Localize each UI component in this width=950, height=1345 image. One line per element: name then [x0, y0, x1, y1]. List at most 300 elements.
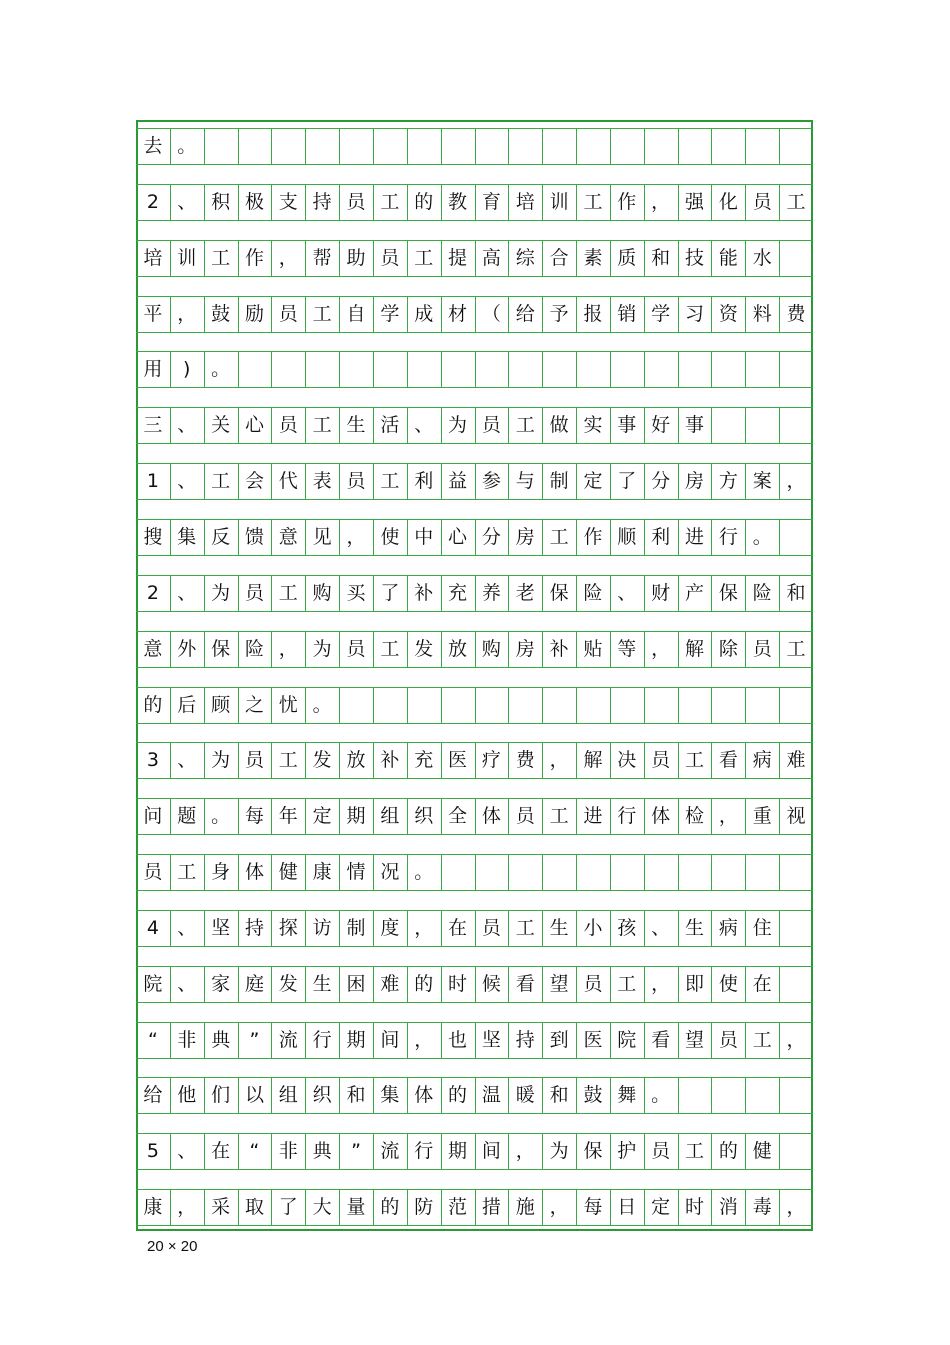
grid-character: 间	[380, 1028, 400, 1051]
text-line	[136, 519, 813, 555]
manuscript-grid-sheet	[136, 120, 813, 1231]
grid-character: 的	[143, 693, 163, 716]
grid-character: 工	[278, 581, 298, 604]
grid-character: 的	[718, 1140, 738, 1163]
grid-character: 、	[177, 916, 197, 939]
grid-character: 在	[752, 972, 772, 995]
grid-character: 视	[786, 805, 806, 828]
text-line	[136, 1077, 813, 1113]
grid-character: ，	[651, 637, 671, 660]
grid-character: 了	[278, 1196, 298, 1219]
grid-character: 费	[786, 302, 806, 325]
grid-character: 期	[346, 805, 366, 828]
grid-character: 事	[685, 414, 705, 437]
grid-character: 取	[244, 1196, 264, 1219]
grid-character: 非	[177, 1028, 197, 1051]
grid-character: 工	[752, 1028, 772, 1051]
grid-character: 使	[718, 972, 738, 995]
grid-character: 的	[380, 1196, 400, 1219]
grid-character: 健	[278, 861, 298, 884]
grid-character: 训	[549, 190, 569, 213]
grid-character: 素	[583, 246, 603, 269]
grid-character: 。	[177, 135, 197, 157]
grid-character: 3	[146, 749, 159, 772]
grid-character: 心	[244, 414, 264, 437]
grid-character: ，	[515, 1140, 535, 1163]
grid-character: 作	[583, 525, 603, 548]
grid-character: 员	[752, 637, 772, 660]
grid-character: 也	[448, 1028, 468, 1051]
grid-character: 会	[244, 470, 264, 493]
grid-character: ，	[651, 190, 671, 213]
grid-character: 保	[211, 637, 231, 660]
grid-character: 时	[448, 972, 468, 995]
grid-character: 流	[380, 1140, 400, 1163]
grid-character: 分	[481, 525, 501, 548]
grid-character: 工	[515, 916, 535, 939]
grid-character: 工	[583, 190, 603, 213]
text-line	[136, 240, 813, 276]
grid-character: 时	[685, 1196, 705, 1219]
grid-character: 育	[481, 190, 501, 213]
grid-character: 顾	[211, 693, 231, 716]
grid-character: 5	[146, 1140, 159, 1163]
grid-character: 舞	[617, 1084, 637, 1107]
grid-character: 采	[211, 1196, 231, 1219]
grid-character: ，	[718, 805, 738, 828]
grid-character: 能	[718, 246, 738, 269]
text-line	[136, 966, 813, 1002]
grid-character: 平	[143, 302, 163, 325]
grid-character: 。	[312, 693, 332, 716]
grid-character: 、	[177, 470, 197, 493]
grid-character: ，	[549, 749, 569, 772]
grid-character: 材	[448, 302, 468, 325]
grid-character: 问	[143, 805, 163, 828]
grid-character: 料	[752, 302, 772, 325]
grid-character: 员	[143, 861, 163, 884]
grid-character: 了	[380, 581, 400, 604]
grid-character: 险	[583, 581, 603, 604]
grid-character: 工	[515, 414, 535, 437]
grid-character: 疗	[481, 749, 501, 772]
grid-character: 使	[380, 525, 400, 548]
grid-character: 员	[346, 637, 366, 660]
grid-character: 检	[685, 805, 705, 828]
grid-character: 发	[312, 749, 332, 772]
grid-rule	[136, 499, 813, 500]
grid-character: 毒	[752, 1196, 772, 1219]
grid-character: 工	[380, 190, 400, 213]
grid-character: 员	[278, 414, 298, 437]
grid-character: 体	[651, 805, 671, 828]
grid-rule	[136, 778, 813, 779]
grid-character: 工	[380, 470, 400, 493]
grid-character: 。	[414, 861, 434, 884]
grid-character: 和	[786, 581, 806, 604]
grid-character: 行	[312, 1028, 332, 1051]
grid-rule	[136, 443, 813, 444]
grid-character: 。	[211, 358, 231, 381]
grid-character: ，	[346, 525, 366, 548]
grid-rule	[136, 834, 813, 835]
grid-character: 为	[312, 637, 332, 660]
grid-character: 体	[244, 861, 264, 884]
grid-character: 表	[312, 470, 332, 493]
grid-rule	[136, 555, 813, 556]
grid-character: 技	[685, 246, 705, 269]
grid-character: 后	[177, 693, 197, 716]
grid-character: 高	[481, 246, 501, 269]
grid-character: 水	[752, 246, 772, 269]
grid-character: 自	[346, 302, 366, 325]
grid-character: 化	[718, 190, 738, 213]
grid-character: 资	[718, 302, 738, 325]
grid-character: 工	[617, 972, 637, 995]
grid-character: 行	[414, 1140, 434, 1163]
grid-character: 身	[211, 861, 231, 884]
grid-character: 工	[549, 805, 569, 828]
grid-character: 与	[515, 470, 535, 493]
grid-character: 为	[211, 581, 231, 604]
grid-character: 解	[685, 637, 705, 660]
grid-character: 工	[414, 246, 434, 269]
grid-character: 日	[617, 1196, 637, 1219]
grid-character: 望	[549, 972, 569, 995]
grid-character: 的	[414, 190, 434, 213]
grid-rule	[136, 332, 813, 333]
grid-character: 工	[211, 246, 231, 269]
text-line	[136, 854, 813, 890]
grid-character: 持	[515, 1028, 535, 1051]
grid-rule	[136, 276, 813, 277]
grid-character: 用	[143, 358, 163, 381]
grid-character: ，	[278, 637, 298, 660]
grid-character: 制	[549, 470, 569, 493]
grid-character: 庭	[244, 972, 264, 995]
grid-character: 、	[177, 972, 197, 995]
grid-character: 在	[211, 1140, 231, 1163]
grid-size-label: 20 × 20	[147, 1238, 198, 1255]
grid-character: 工	[786, 637, 806, 660]
grid-character: 房	[685, 470, 705, 493]
grid-character: 看	[515, 972, 535, 995]
grid-character: 全	[448, 805, 468, 828]
grid-character: 体	[414, 1084, 434, 1107]
grid-character: ，	[651, 972, 671, 995]
grid-character: 、	[414, 414, 434, 437]
grid-character: 放	[448, 637, 468, 660]
grid-character: 补	[380, 749, 400, 772]
grid-character: 即	[685, 972, 705, 995]
grid-rule	[136, 1002, 813, 1003]
grid-character: 了	[617, 470, 637, 493]
grid-character: ，	[786, 1196, 806, 1219]
grid-character: 分	[651, 470, 671, 493]
grid-character: 意	[143, 637, 163, 660]
grid-character: 作	[617, 190, 637, 213]
grid-character: 工	[549, 525, 569, 548]
grid-character: 房	[515, 637, 535, 660]
grid-character: 消	[718, 1196, 738, 1219]
grid-character: 体	[481, 805, 501, 828]
grid-character: 实	[583, 414, 603, 437]
grid-character: 行	[617, 805, 637, 828]
grid-character: 大	[312, 1196, 332, 1219]
grid-rule	[136, 1225, 813, 1226]
grid-character: 进	[685, 525, 705, 548]
grid-rule	[136, 1169, 813, 1170]
grid-character: 员	[718, 1028, 738, 1051]
grid-character: 做	[549, 414, 569, 437]
grid-character: 充	[414, 749, 434, 772]
grid-character: 组	[278, 1084, 298, 1107]
grid-character: 员	[346, 470, 366, 493]
grid-character: 培	[515, 190, 535, 213]
grid-character: 集	[380, 1084, 400, 1107]
grid-rule	[136, 164, 813, 165]
grid-character: 和	[549, 1084, 569, 1107]
grid-character: 房	[515, 525, 535, 548]
grid-character: 作	[244, 246, 264, 269]
grid-character: 病	[752, 749, 772, 772]
text-line	[136, 910, 813, 946]
grid-character: 看	[651, 1028, 671, 1051]
grid-character: 温	[481, 1084, 501, 1107]
grid-character: 健	[752, 1140, 772, 1163]
grid-character: 院	[617, 1028, 637, 1051]
grid-character: 在	[448, 916, 468, 939]
grid-character: ，	[177, 1196, 197, 1219]
grid-character: 间	[481, 1140, 501, 1163]
grid-character: 他	[177, 1084, 197, 1107]
text-line	[136, 1189, 813, 1225]
grid-character: 难	[380, 972, 400, 995]
grid-character: 工	[312, 302, 332, 325]
grid-character: “	[148, 1028, 158, 1051]
text-line	[136, 1133, 813, 1169]
grid-character: 保	[583, 1140, 603, 1163]
grid-character: 老	[515, 581, 535, 604]
grid-character: 持	[312, 190, 332, 213]
grid-character: 况	[380, 861, 400, 884]
grid-character: ”	[249, 1028, 260, 1051]
grid-character: 员	[346, 190, 366, 213]
grid-character: 解	[583, 749, 603, 772]
grid-character: 习	[685, 302, 705, 325]
grid-character: 生	[549, 916, 569, 939]
grid-character: 持	[244, 916, 264, 939]
grid-character: 。	[211, 805, 231, 828]
grid-character: 进	[583, 805, 603, 828]
grid-character: 保	[718, 581, 738, 604]
grid-character: 合	[549, 246, 569, 269]
grid-rule	[136, 387, 813, 388]
grid-character: 生	[312, 972, 332, 995]
grid-character: ，	[786, 470, 806, 493]
grid-character: 费	[515, 749, 535, 772]
grid-character: 事	[617, 414, 637, 437]
grid-character: 、	[177, 581, 197, 604]
grid-character: 4	[146, 916, 159, 939]
grid-character: 生	[346, 414, 366, 437]
grid-character: 、	[177, 414, 197, 437]
grid-character: 。	[752, 525, 772, 548]
grid-character: 和	[651, 246, 671, 269]
grid-character: 学	[380, 302, 400, 325]
grid-character: 学	[651, 302, 671, 325]
grid-character: 去	[143, 135, 163, 157]
grid-character: 员	[244, 581, 264, 604]
grid-character: 利	[651, 525, 671, 548]
text-line	[136, 575, 813, 611]
grid-character: 放	[346, 749, 366, 772]
grid-character: 孩	[617, 916, 637, 939]
grid-character: 员	[481, 414, 501, 437]
grid-character: 工	[211, 470, 231, 493]
grid-character: ，	[278, 246, 298, 269]
grid-character: 等	[617, 637, 637, 660]
grid-character: 探	[278, 916, 298, 939]
grid-character: 发	[278, 972, 298, 995]
grid-character: 范	[448, 1196, 468, 1219]
text-line	[136, 184, 813, 220]
grid-character: 决	[617, 749, 637, 772]
grid-character: “	[249, 1140, 260, 1163]
grid-character: 为	[448, 414, 468, 437]
grid-character: 补	[549, 637, 569, 660]
grid-character: 意	[278, 525, 298, 548]
grid-character: 员	[651, 1140, 671, 1163]
grid-character: 之	[244, 693, 264, 716]
grid-character: 活	[380, 414, 400, 437]
grid-character: 中	[414, 525, 434, 548]
grid-character: 生	[685, 916, 705, 939]
grid-character: 销	[617, 302, 637, 325]
grid-character: 保	[549, 581, 569, 604]
grid-character: 困	[346, 972, 366, 995]
grid-character: 员	[481, 916, 501, 939]
grid-character: 方	[718, 470, 738, 493]
grid-character: 的	[414, 972, 434, 995]
grid-character: 候	[481, 972, 501, 995]
grid-character: 成	[414, 302, 434, 325]
grid-rule	[136, 611, 813, 612]
grid-character: 2	[146, 190, 159, 213]
grid-character: ，	[414, 916, 434, 939]
grid-character: 、	[177, 1140, 197, 1163]
grid-character: ，	[177, 302, 197, 325]
grid-character: 以	[244, 1084, 264, 1107]
grid-character: 发	[414, 637, 434, 660]
grid-character: 典	[211, 1028, 231, 1051]
grid-character: 院	[143, 972, 163, 995]
grid-character: 年	[278, 805, 298, 828]
grid-character: 员	[651, 749, 671, 772]
grid-character: 行	[718, 525, 738, 548]
text-line	[136, 128, 813, 164]
grid-character: 施	[515, 1196, 535, 1219]
grid-character: 工	[685, 1140, 705, 1163]
grid-character: 病	[718, 916, 738, 939]
grid-character: 工	[685, 749, 705, 772]
grid-character: 访	[312, 916, 332, 939]
grid-character: 非	[278, 1140, 298, 1163]
grid-character: 除	[718, 637, 738, 660]
grid-character: 培	[143, 246, 163, 269]
grid-character: 险	[244, 637, 264, 660]
grid-character: 购	[481, 637, 501, 660]
grid-character: 定	[312, 805, 332, 828]
grid-character: 坚	[481, 1028, 501, 1051]
grid-character: 、	[617, 581, 637, 604]
grid-character: 每	[244, 805, 264, 828]
grid-character: （	[481, 302, 501, 325]
grid-character: 参	[481, 470, 501, 493]
grid-character: 工	[278, 749, 298, 772]
grid-character: 工	[786, 190, 806, 213]
grid-character: 反	[211, 525, 231, 548]
grid-character: 康	[143, 1196, 163, 1219]
grid-character: 给	[515, 302, 535, 325]
grid-character: 小	[583, 916, 603, 939]
grid-character: 重	[752, 805, 772, 828]
grid-character: 利	[414, 470, 434, 493]
grid-character: 医	[448, 749, 468, 772]
grid-character: 予	[549, 302, 569, 325]
grid-character: 定	[651, 1196, 671, 1219]
grid-character: 期	[346, 1028, 366, 1051]
text-line	[136, 351, 813, 387]
grid-character: 制	[346, 916, 366, 939]
grid-character: 励	[244, 302, 264, 325]
grid-character: 员	[515, 805, 535, 828]
grid-rule	[136, 890, 813, 891]
grid-character: 给	[143, 1084, 163, 1107]
grid-character: 训	[177, 246, 197, 269]
grid-rule	[136, 946, 813, 947]
grid-character: 防	[414, 1196, 434, 1219]
grid-character: 心	[448, 525, 468, 548]
grid-rule	[136, 723, 813, 724]
grid-character: 到	[549, 1028, 569, 1051]
grid-character: ，	[786, 1028, 806, 1051]
grid-character: 补	[414, 581, 434, 604]
grid-character: 案	[752, 470, 772, 493]
grid-character: 财	[651, 581, 671, 604]
grid-character: 们	[211, 1084, 231, 1107]
grid-character: 极	[244, 190, 264, 213]
grid-character: 综	[515, 246, 535, 269]
grid-character: 暖	[515, 1084, 535, 1107]
text-line	[136, 687, 813, 723]
grid-character: 报	[583, 302, 603, 325]
grid-character: 集	[177, 525, 197, 548]
grid-character: 的	[448, 1084, 468, 1107]
grid-character: 搜	[143, 525, 163, 548]
grid-character: 家	[211, 972, 231, 995]
grid-character: 强	[685, 190, 705, 213]
grid-character: 工	[380, 637, 400, 660]
grid-character: 代	[278, 470, 298, 493]
grid-character: 员	[583, 972, 603, 995]
grid-character: 住	[752, 916, 772, 939]
grid-character: 工	[312, 414, 332, 437]
grid-character: 见	[312, 525, 332, 548]
text-line	[136, 1022, 813, 1058]
grid-character: 顺	[617, 525, 637, 548]
grid-character: 织	[312, 1084, 332, 1107]
